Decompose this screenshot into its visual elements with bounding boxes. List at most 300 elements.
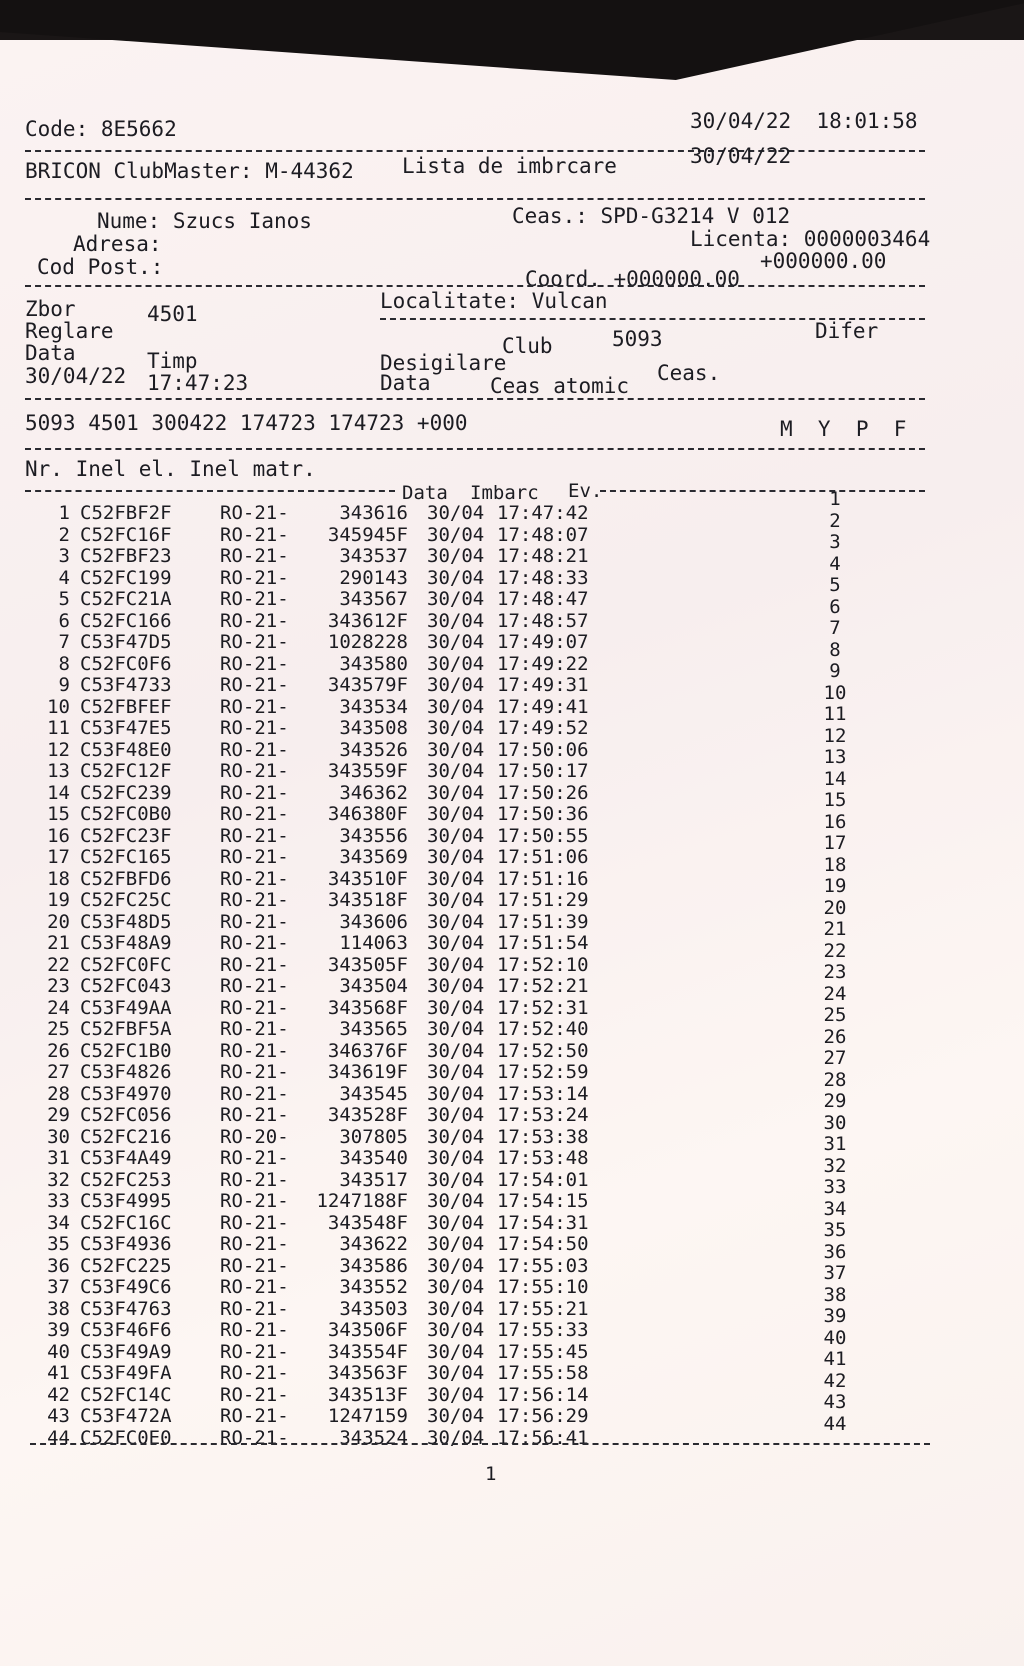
electronic-ring: C53F47D5 (80, 631, 172, 653)
ring-prefix: RO-21- (220, 1319, 289, 1341)
divider (600, 490, 925, 492)
arrival-time: 17:56:29 (497, 1405, 589, 1427)
row-number: 30 (47, 1125, 70, 1148)
ring-number: 343559F (327, 760, 408, 782)
position-marker: 29 (823, 1090, 847, 1112)
ring-number: 343503 (339, 1297, 408, 1320)
arrival-date: 30/04 (427, 523, 485, 546)
ring-number: 1247159 (327, 1405, 408, 1427)
ring-number: 343616 (339, 502, 408, 524)
position-marker: 14 (823, 767, 847, 790)
divider (25, 398, 925, 400)
row-number: 11 (47, 717, 70, 739)
electronic-ring: C52FBFD6 (80, 867, 172, 890)
arrival-date: 30/04 (427, 824, 485, 847)
position-marker: 1 (829, 488, 841, 510)
row-number: 31 (47, 1147, 70, 1169)
arrival-time: 17:51:16 (497, 867, 589, 890)
ring-number: 343506F (327, 1319, 408, 1341)
position-marker: 7 (829, 617, 841, 639)
position-marker: 35 (823, 1219, 847, 1241)
row-number: 2 (58, 523, 70, 546)
arrival-date: 30/04 (427, 566, 485, 589)
position-marker: 37 (823, 1262, 847, 1284)
position-marker: 31 (823, 1133, 847, 1155)
ring-number: 346380F (327, 803, 408, 825)
arrival-date: 30/04 (427, 953, 485, 976)
arrival-time: 17:49:07 (497, 631, 589, 653)
arrival-time: 17:54:15 (497, 1190, 589, 1212)
ring-number: 345945F (327, 523, 408, 546)
electronic-ring: C52FBF2F (80, 502, 172, 524)
position-marker: 38 (823, 1283, 847, 1306)
ring-prefix: RO-21- (220, 652, 289, 675)
electronic-ring: C53F48E0 (80, 738, 172, 761)
row-number: 32 (47, 1168, 70, 1191)
arrival-date: 30/04 (427, 1383, 485, 1406)
arrival-date: 30/04 (427, 1276, 485, 1298)
electronic-ring: C52FBF5A (80, 1018, 172, 1040)
arrival-date: 30/04 (427, 631, 485, 653)
locality: Localitate: Vulcan (380, 289, 608, 313)
arrival-time: 17:55:10 (497, 1276, 589, 1298)
row-number: 19 (47, 889, 70, 911)
arrival-time: 17:53:24 (497, 1104, 589, 1126)
arrival-time: 17:47:42 (497, 502, 589, 524)
row-number: 38 (47, 1297, 70, 1320)
arrival-time: 17:52:31 (497, 996, 589, 1019)
ring-number: 343606 (339, 910, 408, 933)
arrival-time: 17:51:06 (497, 846, 589, 868)
arrival-time: 17:53:14 (497, 1082, 589, 1105)
clock-model: Ceas.: SPD-G3214 V 012 (512, 204, 791, 228)
electronic-ring: C52FC166 (80, 609, 172, 632)
arrival-date: 30/04 (427, 738, 485, 761)
difference-label: Difer (815, 319, 879, 343)
time-label: Timp (147, 349, 198, 373)
arrival-date: 30/04 (427, 1082, 485, 1105)
ring-prefix: RO-21- (220, 1383, 289, 1406)
arrival-date: 30/04 (427, 1340, 485, 1363)
position-marker: 10 (823, 681, 847, 704)
date-label: Data (25, 341, 76, 365)
row-number: 10 (47, 695, 70, 718)
ring-number: 343552 (339, 1276, 408, 1298)
ring-prefix: RO-21- (220, 588, 289, 610)
owner-name: Nume: Szucs Ianos (97, 209, 312, 233)
ring-prefix: RO-21- (220, 1190, 289, 1212)
arrival-date: 30/04 (427, 867, 485, 890)
arrival-time: 17:49:31 (497, 674, 589, 696)
arrival-date: 30/04 (427, 1168, 485, 1191)
arrival-date: 30/04 (427, 760, 485, 782)
electronic-ring: C52FC0B0 (80, 803, 172, 825)
position-marker: 9 (829, 660, 841, 682)
position-marker: 41 (823, 1348, 847, 1370)
ring-prefix: RO-21- (220, 1362, 289, 1384)
divider (30, 1443, 930, 1445)
position-marker: 28 (823, 1068, 847, 1091)
ring-number: 343554F (327, 1340, 408, 1363)
ring-number: 343504 (339, 975, 408, 997)
position-marker: 12 (823, 724, 847, 747)
arrival-date: 30/04 (427, 695, 485, 718)
position-marker: 26 (823, 1025, 847, 1048)
electronic-ring: C53F4763 (80, 1297, 172, 1320)
row-number: 40 (47, 1340, 70, 1363)
position-marker: 19 (823, 875, 847, 897)
position-marker: 24 (823, 982, 847, 1005)
ring-number: 343565 (339, 1018, 408, 1040)
arrival-date: 30/04 (427, 502, 485, 524)
clock-label: Ceas. (657, 361, 721, 385)
ring-number: 343510F (327, 867, 408, 890)
ring-number: 343545 (339, 1082, 408, 1105)
position-marker: 8 (829, 638, 841, 661)
arrival-time: 17:55:21 (497, 1297, 589, 1320)
position-marker: 34 (823, 1197, 847, 1220)
position-marker: 11 (823, 703, 847, 725)
ring-number: 346376F (327, 1039, 408, 1062)
electronic-ring: C53F48A9 (80, 932, 172, 954)
position-marker: 23 (823, 961, 847, 983)
summary-line: 5093 4501 300422 174723 174723 +000 (25, 411, 468, 435)
ring-prefix: RO-21- (220, 631, 289, 653)
ring-prefix: RO-21- (220, 1254, 289, 1277)
ring-number: 343526 (339, 738, 408, 761)
ring-prefix: RO-21- (220, 867, 289, 890)
ring-number: 343537 (339, 545, 408, 567)
arrival-date: 30/04 (427, 932, 485, 954)
arrival-date: 30/04 (427, 1125, 485, 1148)
arrival-time: 17:50:17 (497, 760, 589, 782)
arrival-time: 17:54:50 (497, 1233, 589, 1255)
position-marker: 42 (823, 1369, 847, 1392)
row-number: 36 (47, 1254, 70, 1277)
position-marker: 30 (823, 1111, 847, 1134)
ring-number: 343579F (327, 674, 408, 696)
arrival-time: 17:49:52 (497, 717, 589, 739)
arrival-time: 17:54:01 (497, 1168, 589, 1191)
row-number: 8 (58, 652, 70, 675)
arrival-time: 17:50:55 (497, 824, 589, 847)
arrival-date: 30/04 (427, 803, 485, 825)
arrival-date: 30/04 (427, 609, 485, 632)
ring-prefix: RO-21- (220, 545, 289, 567)
ring-number: 290143 (339, 566, 408, 589)
row-number: 4 (58, 566, 70, 589)
arrival-date: 30/04 (427, 1039, 485, 1062)
row-number: 16 (47, 824, 70, 847)
ring-number: 343586 (339, 1254, 408, 1277)
arrival-time: 17:51:39 (497, 910, 589, 933)
row-number: 29 (47, 1104, 70, 1126)
arrival-time: 17:52:40 (497, 1018, 589, 1040)
ring-number: 343505F (327, 953, 408, 976)
arrival-date: 30/04 (427, 588, 485, 610)
position-marker: 36 (823, 1240, 847, 1263)
ring-number: 343580 (339, 652, 408, 675)
print-datetime: 30/04/22 18:01:58 (690, 109, 918, 133)
column-header-event: Ev. (568, 480, 603, 502)
ring-number: 343568F (327, 996, 408, 1019)
document-date: 30/04/22 (690, 144, 792, 168)
position-marker: 44 (823, 1412, 847, 1435)
electronic-ring: C52FC056 (80, 1104, 172, 1126)
row-number: 6 (58, 609, 70, 632)
arrival-date: 30/04 (427, 1061, 485, 1083)
arrival-time: 17:50:26 (497, 781, 589, 804)
ring-prefix: RO-21- (220, 1018, 289, 1040)
unsealing-label: Desigilare (380, 351, 507, 375)
arrival-time: 17:55:33 (497, 1319, 589, 1341)
electronic-ring: C52FC0E0 (80, 1426, 172, 1449)
ring-number: 343540 (339, 1147, 408, 1169)
arrival-date: 30/04 (427, 1104, 485, 1126)
row-number: 22 (47, 953, 70, 976)
row-number: 43 (47, 1405, 70, 1427)
electronic-ring: C53F46F6 (80, 1319, 172, 1341)
electronic-ring: C52FC23F (80, 824, 172, 847)
row-number: 20 (47, 910, 70, 933)
flight-label: Zbor (25, 297, 76, 321)
ring-prefix: RO-21- (220, 824, 289, 847)
row-number: 13 (47, 760, 70, 782)
ring-number: 307805 (339, 1125, 408, 1148)
arrival-time: 17:52:50 (497, 1039, 589, 1062)
ring-prefix: RO-21- (220, 889, 289, 911)
electronic-ring: C52FC16C (80, 1211, 172, 1234)
arrival-time: 17:51:54 (497, 932, 589, 954)
ring-prefix: RO-21- (220, 717, 289, 739)
electronic-ring: C53F4733 (80, 674, 172, 696)
row-number: 15 (47, 803, 70, 825)
arrival-time: 17:54:31 (497, 1211, 589, 1234)
arrival-date: 30/04 (427, 975, 485, 997)
ring-prefix: RO-21- (220, 846, 289, 868)
position-marker: 32 (823, 1154, 847, 1177)
mypf-columns: M Y P F (780, 417, 907, 441)
position-marker: 22 (823, 939, 847, 962)
electronic-ring: C52FC14C (80, 1383, 172, 1406)
ring-prefix: RO-21- (220, 1082, 289, 1105)
arrival-time: 17:48:57 (497, 609, 589, 632)
electronic-ring: C53F49C6 (80, 1276, 172, 1298)
arrival-date: 30/04 (427, 717, 485, 739)
electronic-ring: C52FC225 (80, 1254, 172, 1277)
row-number: 25 (47, 1018, 70, 1040)
code-label: Code: 8E5662 (25, 117, 177, 141)
row-number: 18 (47, 867, 70, 890)
divider (25, 285, 925, 287)
electronic-ring: C52FC25C (80, 889, 172, 911)
arrival-date: 30/04 (427, 889, 485, 911)
row-number: 28 (47, 1082, 70, 1105)
arrival-date: 30/04 (427, 1362, 485, 1384)
electronic-ring: C52FC0F6 (80, 652, 172, 675)
arrival-time: 17:55:03 (497, 1254, 589, 1277)
row-number: 5 (58, 588, 70, 610)
ring-prefix: RO-21- (220, 566, 289, 589)
row-number: 3 (58, 545, 70, 567)
arrival-time: 17:53:48 (497, 1147, 589, 1169)
arrival-date: 30/04 (427, 1190, 485, 1212)
club-master: BRICON ClubMaster: M-44362 (25, 159, 354, 183)
ring-number: 343534 (339, 695, 408, 718)
ring-prefix: RO-21- (220, 1233, 289, 1255)
ring-prefix: RO-21- (220, 674, 289, 696)
ring-prefix: RO-21- (220, 910, 289, 933)
ring-number: 343513F (327, 1383, 408, 1406)
row-number: 26 (47, 1039, 70, 1062)
coordinate-2: +000000.00 (760, 249, 887, 273)
ring-number: 343528F (327, 1104, 408, 1126)
setting-time: 17:47:23 (147, 371, 249, 395)
arrival-date: 30/04 (427, 1297, 485, 1320)
arrival-time: 17:55:45 (497, 1340, 589, 1363)
ring-prefix: RO-21- (220, 803, 289, 825)
ring-prefix: RO-21- (220, 1039, 289, 1062)
coordinate: Coord. +000000.00 (525, 267, 740, 291)
arrival-time: 17:55:58 (497, 1362, 589, 1384)
arrival-date: 30/04 (427, 1426, 485, 1449)
arrival-time: 17:48:21 (497, 545, 589, 567)
license: Licenta: 0000003464 (690, 227, 931, 251)
setting-label: Reglare (25, 319, 114, 343)
row-number: 37 (47, 1276, 70, 1298)
ring-prefix: RO-20- (220, 1125, 289, 1148)
ring-number: 343569 (339, 846, 408, 868)
atomic-clock-label: Ceas atomic (490, 374, 630, 398)
row-number: 35 (47, 1233, 70, 1255)
ring-prefix: RO-21- (220, 695, 289, 718)
position-marker: 5 (829, 574, 841, 596)
arrival-time: 17:56:14 (497, 1383, 589, 1406)
arrival-time: 17:52:59 (497, 1061, 589, 1083)
row-number: 12 (47, 738, 70, 761)
row-number: 44 (47, 1426, 70, 1449)
position-marker: 17 (823, 832, 847, 854)
electronic-ring: C52FC16F (80, 523, 172, 546)
arrival-time: 17:48:33 (497, 566, 589, 589)
electronic-ring: C53F4826 (80, 1061, 172, 1083)
ring-prefix: RO-21- (220, 1297, 289, 1320)
ring-prefix: RO-21- (220, 1276, 289, 1298)
arrival-date: 30/04 (427, 781, 485, 804)
electronic-ring: C53F4936 (80, 1233, 172, 1255)
arrival-date: 30/04 (427, 846, 485, 868)
position-marker: 2 (829, 509, 841, 532)
ring-number: 114063 (339, 932, 408, 954)
position-marker: 43 (823, 1391, 847, 1413)
divider (25, 448, 925, 450)
electronic-ring: C52FC1B0 (80, 1039, 172, 1062)
ring-number: 343518F (327, 889, 408, 911)
electronic-ring: C53F49A9 (80, 1340, 172, 1363)
page-number: 1 (485, 1463, 497, 1485)
row-number: 7 (58, 631, 70, 653)
position-marker: 13 (823, 746, 847, 768)
ring-prefix: RO-21- (220, 1147, 289, 1169)
ring-number: 343517 (339, 1168, 408, 1191)
position-marker: 39 (823, 1305, 847, 1327)
arrival-time: 17:48:47 (497, 588, 589, 610)
club-label: Club (502, 334, 553, 358)
ring-prefix: RO-21- (220, 502, 289, 524)
arrival-time: 17:50:36 (497, 803, 589, 825)
row-number: 17 (47, 846, 70, 868)
electronic-ring: C53F49AA (80, 996, 172, 1019)
position-marker: 40 (823, 1326, 847, 1349)
electronic-ring: C52FC0FC (80, 953, 172, 976)
ring-prefix: RO-21- (220, 1104, 289, 1126)
postal-code-label: Cod Post.: (37, 255, 164, 279)
ring-prefix: RO-21- (220, 953, 289, 976)
electronic-ring: C53F4995 (80, 1190, 172, 1212)
arrival-time: 17:52:21 (497, 975, 589, 997)
arrival-date: 30/04 (427, 1233, 485, 1255)
row-number: 9 (58, 674, 70, 696)
ring-prefix: RO-21- (220, 738, 289, 761)
position-marker: 3 (829, 531, 841, 553)
arrival-date: 30/04 (427, 996, 485, 1019)
electronic-ring: C52FC199 (80, 566, 172, 589)
arrival-date: 30/04 (427, 910, 485, 933)
row-number: 33 (47, 1190, 70, 1212)
unsealing-date-label: Data (380, 371, 431, 395)
position-marker: 15 (823, 789, 847, 811)
ring-number: 343619F (327, 1061, 408, 1083)
arrival-time: 17:56:41 (497, 1426, 589, 1449)
arrival-date: 30/04 (427, 1254, 485, 1277)
arrival-date: 30/04 (427, 652, 485, 675)
electronic-ring: C53F4A49 (80, 1147, 172, 1169)
position-marker: 18 (823, 853, 847, 876)
row-number: 42 (47, 1383, 70, 1406)
ring-number: 346362 (339, 781, 408, 804)
electronic-ring: C52FBF23 (80, 545, 172, 567)
ring-prefix: RO-21- (220, 760, 289, 782)
arrival-time: 17:53:38 (497, 1125, 589, 1148)
ring-number: 1028228 (327, 631, 408, 653)
ring-number: 343548F (327, 1211, 408, 1234)
arrival-time: 17:50:06 (497, 738, 589, 761)
club-number: 5093 (612, 327, 663, 351)
electronic-ring: C52FC253 (80, 1168, 172, 1191)
row-number: 39 (47, 1319, 70, 1341)
arrival-time: 17:52:10 (497, 953, 589, 976)
electronic-ring: C52FC21A (80, 588, 172, 610)
row-number: 24 (47, 996, 70, 1019)
ring-prefix: RO-21- (220, 1340, 289, 1363)
position-marker: 16 (823, 810, 847, 833)
ring-number: 343622 (339, 1233, 408, 1255)
ring-number: 343563F (327, 1362, 408, 1384)
row-number: 14 (47, 781, 70, 804)
ring-prefix: RO-21- (220, 932, 289, 954)
electronic-ring: C53F49FA (80, 1362, 172, 1384)
ring-prefix: RO-21- (220, 523, 289, 546)
position-marker: 33 (823, 1176, 847, 1198)
arrival-date: 30/04 (427, 545, 485, 567)
document-title: Lista de imbrcare (402, 154, 617, 178)
electronic-ring: C52FC12F (80, 760, 172, 782)
arrival-date: 30/04 (427, 1211, 485, 1234)
column-header-date: Data (402, 482, 448, 504)
divider (25, 198, 925, 200)
ring-prefix: RO-21- (220, 975, 289, 997)
ring-number: 1247188F (316, 1190, 408, 1212)
